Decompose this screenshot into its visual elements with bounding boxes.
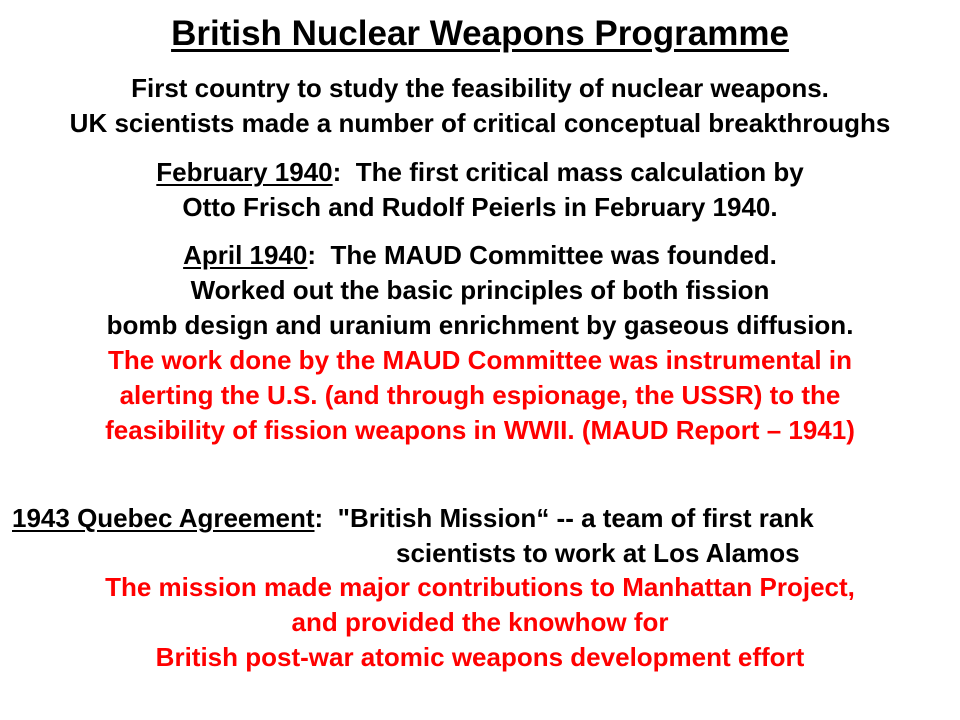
quebec-text: "British Mission“ -- a team of first rank <box>323 503 814 533</box>
quebec-red-line-1: The mission made major contributions to Manhattan Project, <box>105 572 855 602</box>
quebec-heading <box>12 501 952 535</box>
apr1940-heading <box>0 238 960 272</box>
apr1940-line-3: bomb design and uranium enrichment by gaseous diffusion. <box>106 310 854 340</box>
maud-red-line-2: alerting the U.S. (and through espionage, the USSR) to the <box>119 380 841 410</box>
quebec-sep: : <box>314 503 324 533</box>
apr1940-sep: : <box>307 240 317 270</box>
quebec-red-line-3: British post-war atomic weapons development effort <box>155 642 805 672</box>
intro-line-1: First country to study the feasibility of nuclear weapons. <box>131 73 829 103</box>
feb1940-text: The first critical mass calculation by <box>341 157 804 187</box>
feb1940-sep: : <box>332 157 342 187</box>
slide-title: British Nuclear Weapons Programme <box>171 14 789 53</box>
feb1940-label: February 1940 <box>156 157 333 187</box>
apr1940-text: The MAUD Committee was founded. <box>316 240 777 270</box>
quebec-red-line-2: and provided the knowhow for <box>291 607 669 637</box>
maud-red-line-1: The work done by the MAUD Committee was instrumental in <box>108 345 852 375</box>
feb1940-heading <box>0 155 960 189</box>
quebec-label: 1943 Quebec Agreement <box>12 503 315 533</box>
apr1940-label: April 1940 <box>183 240 308 270</box>
quebec-line-2: scientists to work at Los Alamos <box>396 538 800 568</box>
intro-line-2: UK scientists made a number of critical conceptual breakthroughs <box>69 108 891 138</box>
apr1940-line-2: Worked out the basic principles of both fission <box>190 275 770 305</box>
maud-red-line-3: feasibility of fission weapons in WWII. (MAUD Report – 1941) <box>105 415 855 445</box>
feb1940-line-2: Otto Frisch and Rudolf Peierls in February 1940. <box>182 192 778 222</box>
